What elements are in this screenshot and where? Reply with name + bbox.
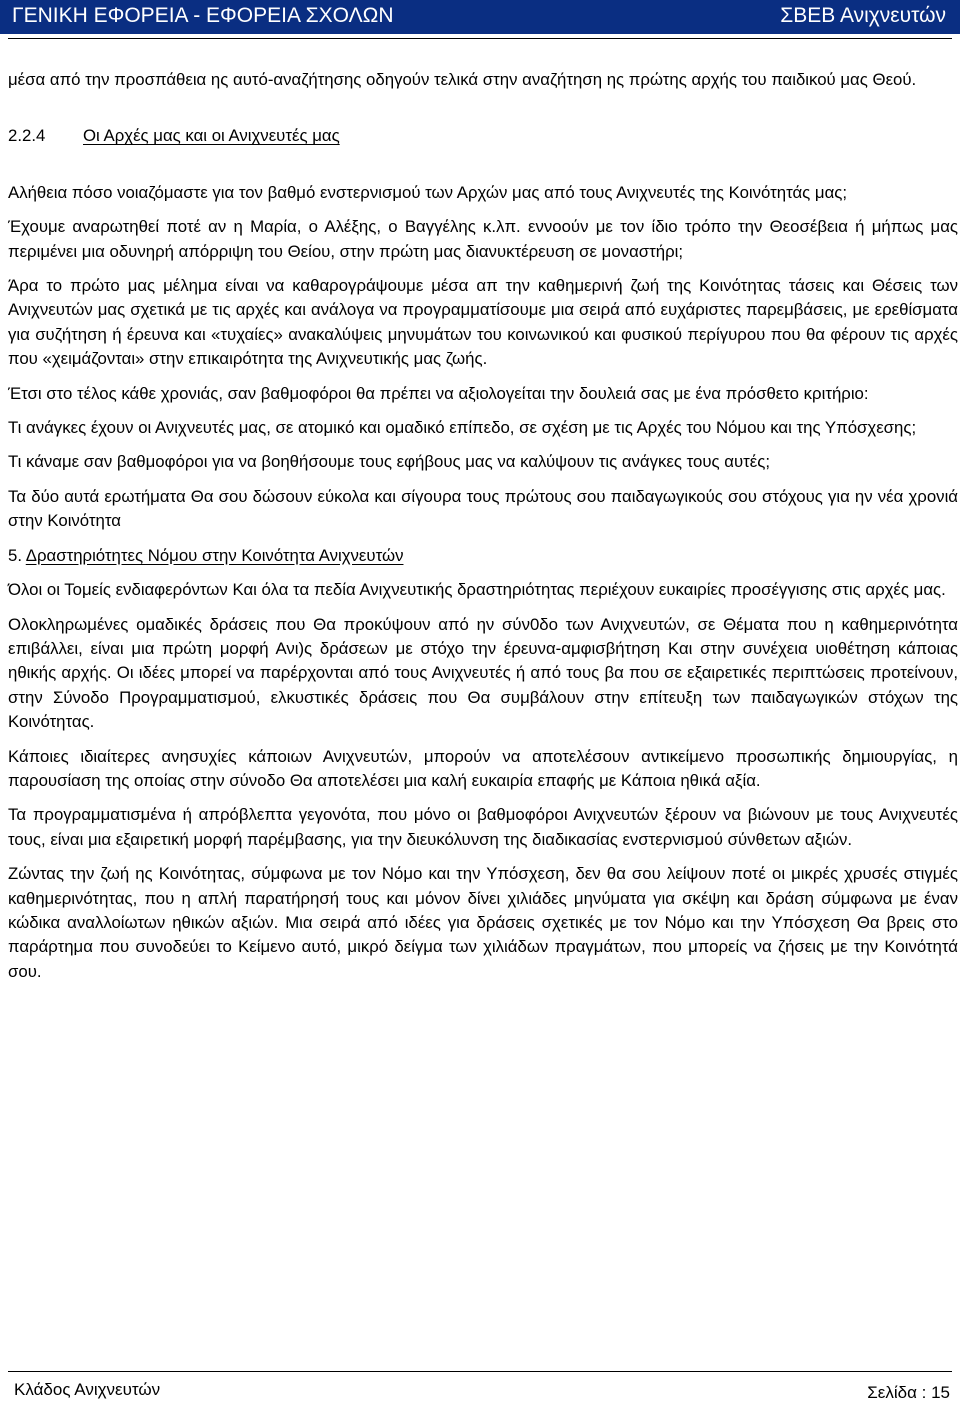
section-title: Οι Αρχές μας και οι Ανιχνευτές μας: [83, 126, 340, 146]
footer-left: Κλάδος Ανιχνευτών: [14, 1380, 161, 1399]
paragraph: Τα προγραμματισμένα ή απρόβλεπτα γεγονότα, που μόνο οι βαθμοφόροι Ανιχνευτών ξέρουν να βιώνουν με τους Ανιχνευτές τους, είναι μια εξαιρετική μορφή παρέμβασης, για την διευκόλυνση της διαδικασίας ενστερνισμού σύνθετων αξιών.: [8, 805, 958, 849]
section-heading: [8, 124, 958, 148]
paragraph: Κάποιες ιδιαίτερες ανησυχίες κάποιων Ανιχνευτών, μπορούν να αποτελέσουν αντικείμενο προσωπικής δημιουργίας, η παρουσίαση της οποίας στην σύνοδο Θα αποτελέσει μια καλή ευκαιρία επαφής με Κάποια ηθικά αξία.: [8, 746, 958, 790]
page-number: Σελίδα : 15: [867, 1383, 950, 1402]
paragraph: Τα δύο αυτά ερωτήματα Θα σου δώσουν εύκολα και σίγουρα τους πρώτους σου παιδαγωγικούς σου στόχους για ην νέα χρονιά στην Κοινότητα: [8, 486, 958, 531]
subheading: [8, 544, 958, 568]
page-footer: [0, 1372, 960, 1402]
paragraph: Ζώντας την ζωή ης Κοινότητας, σύμφωνα με τον Νόμο και την Υπόσχεση, δεν θα σου λείψουν ποτέ οι μικρές χρυσές στιγμές καθημερινότητας, που η απλή παρατήρησή τους και μόνον δίνει χιλιάδες μηνύματα για σκέψη και δράση σύμφωνα με έναν κώδικα αναλλοίωτων ηθικών αξιών. Μια σειρά από ιδέες για δράσεις σχετικές με τον Νόμο και την Υπόσχεση Θα βρεις στο παράρτημα που συνοδεύει το Κείμενο αυτό, μικρό δείγμα των χιλιάδων πραγμάτων, που μπορείς να ζήσεις με την Κοινότητά σου.: [8, 864, 958, 981]
paragraph: Άρα το πρώτο μας μέλημα είναι να καθαρογράψουμε μέσα απ την καθημερινή ζωή της Κοινότητας τάσεις και Θέσεις των Ανιχνευτών μας σχετικά με τις αρχές και ανάλογα να προγραμματίσουμε μια σειρά από ευχάριστες παρεμβάσεις, με ερεθίσματα για συζήτηση ή έρευνα και «τυχαίες» ανακαλύψεις μηνυμάτων του κοινωνικού και φυσικού περίγυρου που θα φέρουν τις αρχές που «χειμάζονται» στην επικαιρότητα της Ανιχνευτικής μας ζωής.: [8, 276, 958, 369]
page-header: [0, 0, 960, 34]
header-left-title: ΓΕΝΙΚΗ ΕΦΟΡΕΙΑ - ΕΦΟΡΕΙΑ ΣΧΟΛΩΝ: [12, 4, 394, 27]
subheading-number: 5.: [8, 545, 22, 565]
paragraph: Έχουμε αναρωτηθεί ποτέ αν η Μαρία, ο Αλέξης, ο Βαγγέλης κ.λπ. εννοούν με τον ίδιο τρόπο την Θεοσέβεια ή μήπως μας περιμένει μια οδυνηρή απόρριψη του Θείου, στην πρώτη μας διανυκτέρευση σε μοναστήρι;: [8, 217, 958, 261]
paragraph: Όλοι οι Τομείς ενδιαφερόντων Και όλα τα πεδία Ανιχνευτικής δραστηριότητας περιέχουν ευκαιρίες προσέγγισης στις αρχές μας.: [8, 580, 946, 600]
paragraph: Ολοκληρωμένες ομαδικές δράσεις που Θα προκύψουν από ην σύν0δο των Ανιχνευτών, σε Θέματα που η καθημερινότητα επιβάλλει, είναι μια πρώτη μορφή Ανι)ς δράσεων με στόχο την έρευνα-αμφισβήτηση Και στην συνέχεια υιοθέτηση κάποιας ηθικής αρχής. Οι ιδέες μπορεί να παρέρχονται από τους Ανιχνευτές ή από τους βα που σε εξαιρετικές περιπτώσεις προτείνουν, στην Σύνοδο Προγραμματισμού, ελκυστικές δράσεις που Θα συμβάλουν στην επίτευξη των παιδαγωγικών στόχων της Κοινότητας.: [8, 614, 958, 732]
paragraph: Τι κάναμε σαν βαθμοφόροι για να βοηθήσουμε τους εφήβους μας να καλύψουν τις ανάγκες τους αυτές;: [8, 452, 771, 472]
header-rule: [8, 38, 952, 39]
section-number: 2.2.4: [8, 126, 46, 146]
subheading-title: Δραστηριότητες Νόμου στην Κοινότητα Ανιχνευτών: [25, 545, 404, 565]
paragraph: μέσα από την προσπάθεια ης αυτό-αναζήτησης οδηγούν τελικά στην αναζήτηση ης πρώτης αρχής του παιδικού μας Θεού.: [8, 70, 917, 89]
header-right-title: ΣΒΕΒ Ανιχνευτών: [780, 4, 946, 27]
paragraph: Έτσι στο τέλος κάθε χρονιάς, σαν βαθμοφόροι θα πρέπει να αξιολογείται την δουλειά σας με ένα πρόσθετο κριτήριο:: [8, 383, 869, 403]
paragraph: Αλήθεια πόσο νοιαζόμαστε για τον βαθμό ενστερνισμού των Αρχών μας από τους Ανιχνευτές της Κοινότητάς μας;: [8, 182, 848, 202]
document-body: [8, 68, 958, 984]
paragraph: Τι ανάγκες έχουν οι Ανιχνευτές μας, σε ατομικό και ομαδικό επίπεδο, σε σχέση με τις Αρχές του Νόμου και της Υπόσχεσης;: [8, 418, 917, 438]
